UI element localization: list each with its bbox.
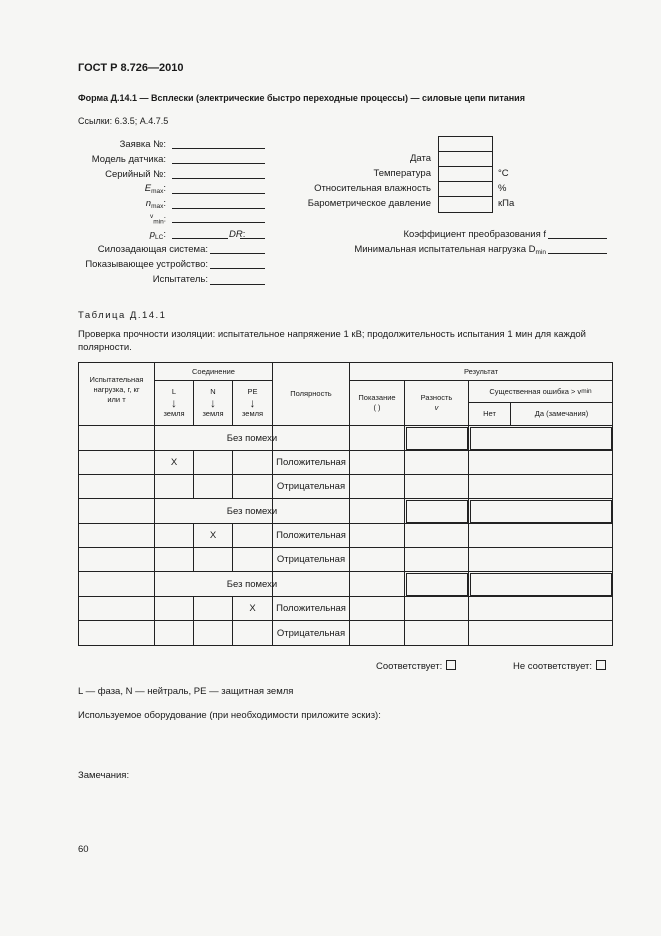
header-load: Испытательная нагрузка, г, кг или т	[89, 375, 144, 404]
header-result: Результат	[463, 366, 499, 376]
header-n: N ↓ земля	[202, 387, 224, 418]
plc-label: $p_{LC}$:	[149, 229, 166, 241]
nmax-label: $n_{max}$:	[145, 198, 166, 210]
no-interference-3: Без помехи	[226, 578, 278, 590]
header-no: Нет	[483, 409, 496, 418]
header-error: Существенная ошибка > v min	[489, 386, 592, 396]
equipment-label: Используемое оборудование (при необходимости приложите эскиз):	[78, 710, 381, 721]
table-description-line2: полярности.	[78, 342, 132, 353]
polarity-negative-3: Отрицательная	[276, 627, 346, 639]
vmin-label: $^v_{min}$:	[150, 213, 166, 226]
remarks-label: Замечания:	[78, 770, 130, 781]
header-connection: Соединение	[192, 366, 235, 376]
no-interference-1: Без помехи	[226, 432, 278, 444]
conforms-checkbox[interactable]	[446, 660, 456, 670]
polarity-negative-1: Отрицательная	[276, 481, 346, 492]
ground-arrow-icon: ↓	[171, 396, 177, 410]
document-id: ГОСТ Р 8.726—2010	[78, 62, 184, 74]
form-title: Форма Д.14.1 — Всплески (электрические быстро переходные процессы) — силовые цепи питания	[78, 93, 525, 103]
polarity-negative-2: Отрицательная	[276, 554, 346, 565]
table-description-line1: Проверка прочности изоляции: испытательное напряжение 1 кВ; продолжительность испытания 1 мин для каждой	[78, 329, 586, 340]
header-difference: Разность v	[420, 393, 453, 412]
emax-label: $E_{max}$:	[144, 183, 166, 195]
header-l: L ↓ земля	[163, 387, 185, 418]
serial-label: Серийный №:	[105, 169, 166, 180]
polarity-positive-2: Положительная	[276, 530, 346, 541]
no-interference-2: Без помехи	[226, 505, 278, 517]
temperature-unit: °С	[498, 168, 509, 179]
sensor-model-label: Модель датчика:	[91, 154, 166, 165]
legend: L — фаза, N — нейтраль, PE — защитная земля	[78, 686, 294, 697]
page-number: 60	[78, 844, 89, 855]
references: Ссылки: 6.3.5; А.4.7.5	[78, 116, 169, 126]
header-polarity: Полярность	[290, 389, 332, 398]
mark-n-positive[interactable]: X	[209, 530, 217, 541]
table-caption: Таблица Д.14.1	[78, 310, 167, 321]
dr-label: DR:	[229, 229, 246, 240]
request-label: Заявка №:	[119, 139, 166, 150]
date-label: Дата	[409, 153, 431, 164]
conforms-label: Соответствует:	[376, 660, 456, 672]
ground-arrow-icon: ↓	[249, 396, 256, 410]
display-device-label: Показывающее устройство:	[85, 259, 208, 270]
mark-l-positive[interactable]: X	[170, 457, 178, 468]
header-reading: Показание ( )	[358, 393, 396, 412]
ground-arrow-icon: ↓	[210, 396, 216, 410]
tester-label: Испытатель:	[152, 274, 208, 285]
temperature-label: Температура	[373, 168, 431, 179]
polarity-positive-3: Положительная	[276, 603, 346, 614]
not-conforms-checkbox[interactable]	[596, 660, 606, 670]
humidity-label: Относительная влажность	[314, 183, 431, 194]
not-conforms-label: Не соответствует:	[513, 660, 606, 672]
min-load-label: Минимальная испытательная нагрузка $D_{min}$	[354, 244, 546, 256]
humidity-unit: %	[498, 183, 507, 194]
header-yes: Да (замечания)	[534, 409, 589, 418]
mark-pe-positive[interactable]: X	[249, 603, 256, 614]
header-pe: PE ↓ земля	[241, 387, 264, 418]
polarity-positive-1: Положительная	[276, 457, 346, 468]
coef-label: Коэффициент преобразования f	[403, 229, 546, 240]
pressure-unit: кПа	[498, 198, 515, 209]
load-system-label: Силозадающая система:	[97, 244, 208, 255]
pressure-label: Барометрическое давление	[307, 198, 431, 209]
